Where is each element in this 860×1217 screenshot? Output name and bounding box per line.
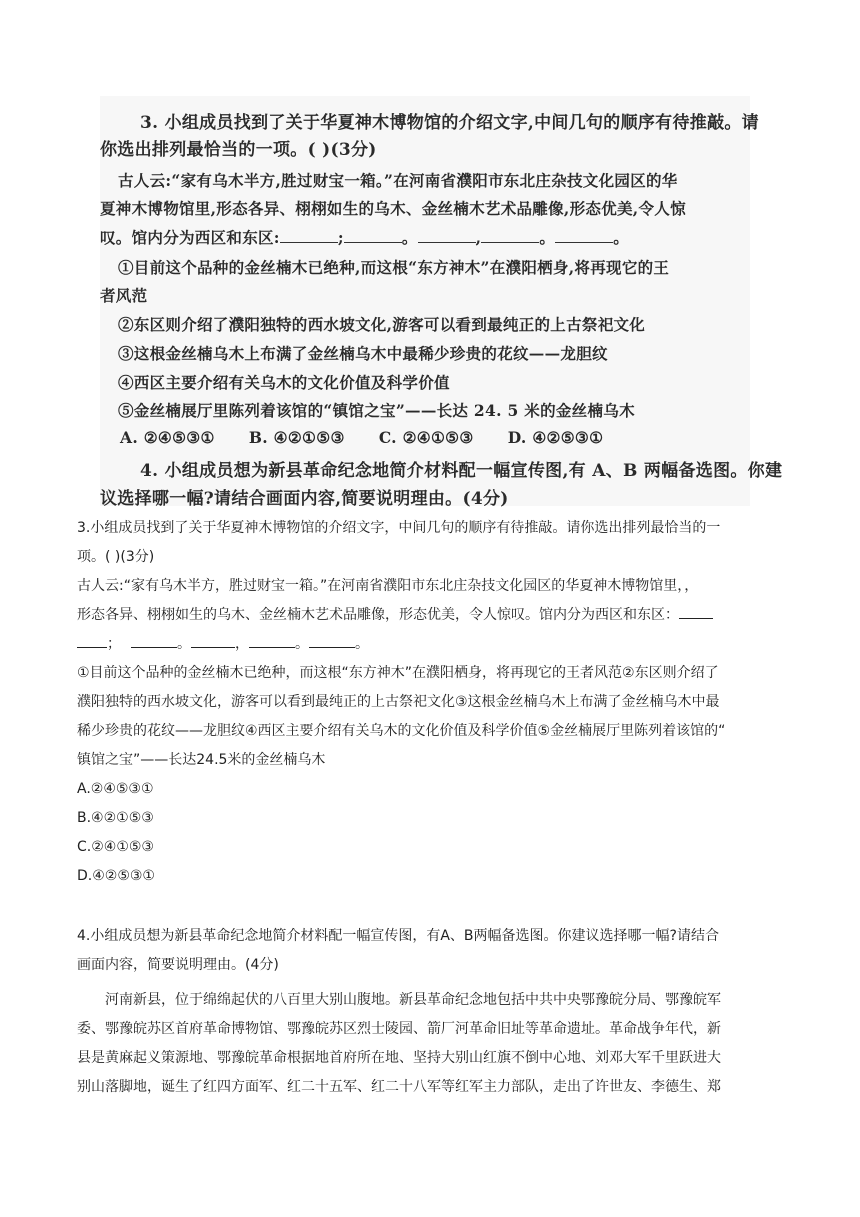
scan-intro-line1: 古人云:“家有乌木半方,胜过财宝一箱。”在河南省濮阳市东北庄杂技文化园区的华 xyxy=(118,171,678,190)
q3-passage-line2-text: 形态各异、栩栩如生的乌木、金丝楠木艺术品雕像，形态优美，令人惊叹。馆内分为西区和东区： xyxy=(77,607,679,623)
q4-passage-line3: 县是黄麻起义策源地、鄂豫皖革命根据地首府所在地、坚持大别山红旗不倒中心地、刘邓大军千里跃进大 xyxy=(77,1050,721,1066)
q4-passage-line2: 委、鄂豫皖苏区首府革命博物馆、鄂豫皖苏区烈士陵园、箭厂河革命旧址等革命遗址。革命战争年代，新 xyxy=(77,1021,721,1037)
q3-blanks-line: ； 。 ， 。 。 xyxy=(77,630,787,659)
scan-intro-line2: 夏神木博物馆里,形态各异、栩栩如生的乌木、金丝楠木艺术品雕像,形态优美,令人惊 xyxy=(100,199,686,218)
scan-sentence-1-line2: 者风范 xyxy=(100,286,148,305)
q3-passage-line1: 古人云:“家有乌木半方，胜过财宝一箱。”在河南省濮阳市东北庄杂技文化园区的华夏神木博物馆里，， xyxy=(77,578,699,594)
q3-sentences-line1: ①目前这个品种的金丝楠木已绝种，而这根“东方神木”在濮阳栖身，将再现它的王者风范②东区则介绍了 xyxy=(77,665,719,681)
q3-sentences-line2: 濮阳独特的西水坡文化，游客可以看到最纯正的上古祭祀文化③这根金丝楠乌木上布满了金丝楠乌木中最 xyxy=(77,694,720,710)
scan-sentence-1-line1: ①目前这个品种的金丝楠木已绝种,而这根“东方神木”在濮阳栖身,将再现它的王 xyxy=(118,258,670,277)
question-3 xyxy=(77,514,787,891)
q3-option-c: C.②④①⑤③ xyxy=(77,839,154,855)
q4-stem-line2: 画面内容，简要说明理由。(4分) xyxy=(77,957,279,973)
scan-intro-line3: 叹。馆内分为西区和东区: ; 。 , 。 。 xyxy=(100,228,629,247)
q3-stem-line2: 项。( )(3分) xyxy=(77,549,155,565)
q3-sentences-line4: 镇馆之宝”——长达24.5米的金丝楠乌木 xyxy=(77,752,326,768)
scan-options: A. ②④⑤③① B. ④②①⑤③ C. ②④①⑤③ D. ④②⑤③① xyxy=(120,428,604,447)
scan-intro-line3-text: 叹。馆内分为西区和东区: xyxy=(100,228,280,247)
q3-option-a: A.②④⑤③① xyxy=(77,781,154,797)
scan-q3-line1: 3. 小组成员找到了关于华夏神木博物馆的介绍文字,中间几句的顺序有待推敲。请 xyxy=(140,113,759,133)
scanned-question-image xyxy=(100,96,783,509)
q4-stem-line1: 4.小组成员想为新县革命纪念地简介材料配一幅宣传图，有A、B两幅备选图。你建议选择哪一幅?请结合 xyxy=(77,928,719,944)
scan-q3-line2: 你选出排列最恰当的一项。( )(3分) xyxy=(100,140,377,160)
q3-stem-line1: 3.小组成员找到了关于华夏神木博物馆的介绍文字，中间几句的顺序有待推敲。请你选出排列最恰当的一 xyxy=(77,520,721,536)
scan-sentence-5: ⑤金丝楠展厅里陈列着该馆的“镇馆之宝”——长达 24. 5 米的金丝楠乌木 xyxy=(118,401,635,420)
q3-option-b: B.④②①⑤③ xyxy=(77,810,154,826)
scan-sentence-2: ②东区则介绍了濮阳独特的西水坡文化,游客可以看到最纯正的上古祭祀文化 xyxy=(118,315,646,334)
scan-q4-line1: 4. 小组成员想为新县革命纪念地简介材料配一幅宣传图,有 A、B 两幅备选图。你建 xyxy=(140,461,783,481)
q3-option-d: D.④②⑤③① xyxy=(77,868,155,884)
question-4 xyxy=(77,922,787,1102)
q3-passage-line2 xyxy=(77,601,787,630)
scan-q4-line2: 议选择哪一幅?请结合画面内容,简要说明理由。(4分) xyxy=(100,489,509,509)
q3-sentences-line3: 稀少珍贵的花纹——龙胆纹④西区主要介绍有关乌木的文化价值及科学价值⑤金丝楠展厅里陈列着该馆的“ xyxy=(77,723,726,739)
scan-sentence-4: ④西区主要介绍有关乌木的文化价值及科学价值 xyxy=(118,373,450,392)
scan-sentence-3: ③这根金丝楠乌木上布满了金丝楠乌木中最稀少珍贵的花纹——龙胆纹 xyxy=(118,344,608,363)
q4-passage-line4: 别山落脚地，诞生了红四方面军、红二十五军、红二十八军等红军主力部队，走出了许世友、李德生、郑 xyxy=(77,1079,721,1095)
q4-passage-line1: 河南新县，位于绵绵起伏的八百里大别山腹地。新县革命纪念地包括中共中央鄂豫皖分局、鄂豫皖军 xyxy=(105,992,721,1008)
